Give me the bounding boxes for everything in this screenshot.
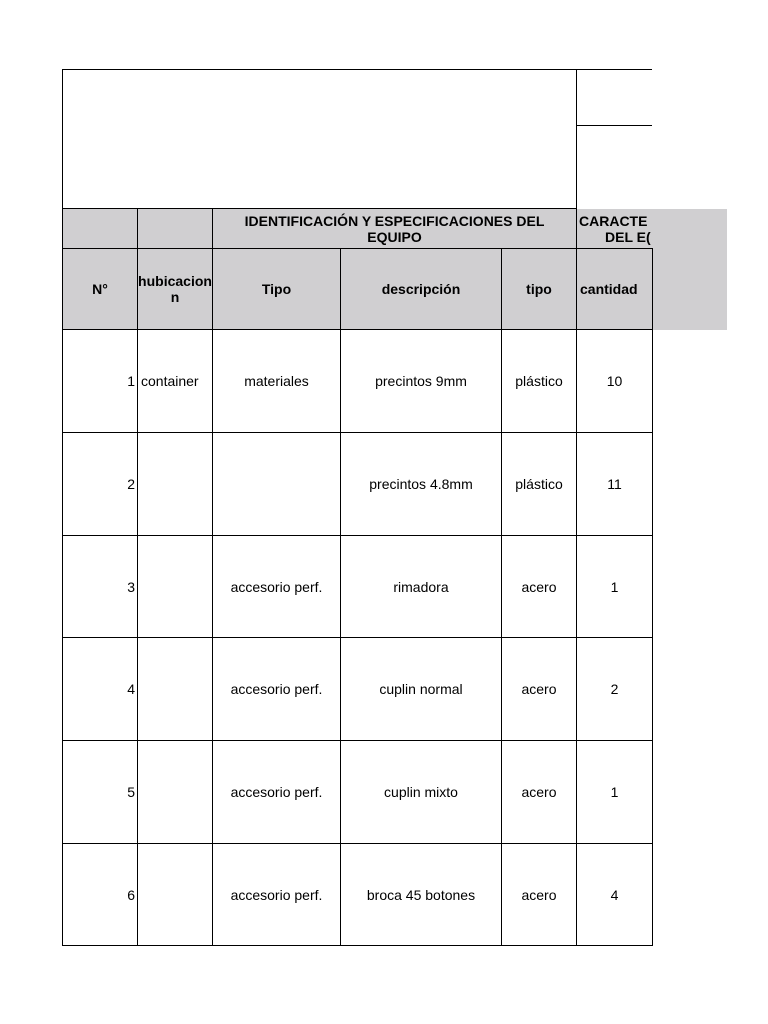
column-header-descripcion: descripción <box>381 281 461 297</box>
cell-tipo-material: plástico <box>515 476 563 492</box>
cell-tipo-material: plástico <box>515 373 563 389</box>
cell-ubicacion: container <box>141 373 199 389</box>
cell-tipo-material: acero <box>521 681 557 697</box>
cell-ubicacion <box>138 536 212 637</box>
column-header-ubicacion <box>138 249 212 329</box>
cell-ubicacion <box>138 433 212 535</box>
column-header-ubicacion-line1: hubicacion <box>138 273 212 289</box>
cell-numero: 6 <box>127 886 135 903</box>
cell-ubicacion <box>138 638 212 740</box>
grid-line <box>652 248 653 946</box>
cell-tipo-material: acero <box>521 784 557 800</box>
cell-tipo: materiales <box>244 373 309 389</box>
cell-tipo: accesorio perf. <box>230 681 323 697</box>
cell-descripcion: broca 45 botones <box>366 886 476 903</box>
cell-tipo: accesorio perf. <box>230 578 323 595</box>
cell-tipo: accesorio perf. <box>230 886 323 903</box>
cell-cantidad: 1 <box>610 578 619 595</box>
cell-numero: 2 <box>127 476 135 492</box>
cell-descripcion: rimadora <box>393 578 449 595</box>
cell-descripcion: cuplin normal <box>379 681 463 697</box>
section-header-identificacion: IDENTIFICACIÓN Y ESPECIFICACIONES DEL EQUIPO <box>244 212 545 245</box>
cell-cantidad: 10 <box>606 373 623 389</box>
cell-tipo-material: acero <box>521 886 557 903</box>
cell-cantidad: 4 <box>610 886 619 903</box>
column-header-numero: N° <box>92 281 108 297</box>
section-header-caracteristicas-line1: CARACTE <box>579 212 648 229</box>
section-header-caracteristicas-line2: DEL E( <box>605 228 651 245</box>
column-header-tipo-material: tipo <box>526 281 552 297</box>
cell-numero: 1 <box>127 373 135 389</box>
column-header-ubicacion-line2: n <box>170 289 180 305</box>
cell-descripcion: precintos 4.8mm <box>369 476 473 492</box>
cell-ubicacion <box>138 844 212 945</box>
grid-line <box>576 125 652 126</box>
section-header-caracteristicas <box>577 209 652 248</box>
cell-cantidad: 11 <box>607 476 622 492</box>
cell-cantidad: 1 <box>610 784 619 800</box>
cell-tipo: accesorio perf. <box>230 784 323 800</box>
grid-line <box>62 69 652 70</box>
cell-ubicacion <box>138 741 212 843</box>
cell-descripcion: cuplin mixto <box>384 784 458 800</box>
cell-descripcion: precintos 9mm <box>375 373 467 389</box>
cell-tipo-material: acero <box>521 578 557 595</box>
column-header-cantidad: cantidad <box>580 281 638 297</box>
cell-cantidad: 2 <box>610 681 619 697</box>
grid-line <box>62 945 652 946</box>
cell-numero: 5 <box>127 784 135 800</box>
column-header-tipo: Tipo <box>261 281 292 297</box>
cell-tipo <box>213 433 340 535</box>
cell-numero: 4 <box>127 681 135 697</box>
cell-numero: 3 <box>127 578 135 595</box>
